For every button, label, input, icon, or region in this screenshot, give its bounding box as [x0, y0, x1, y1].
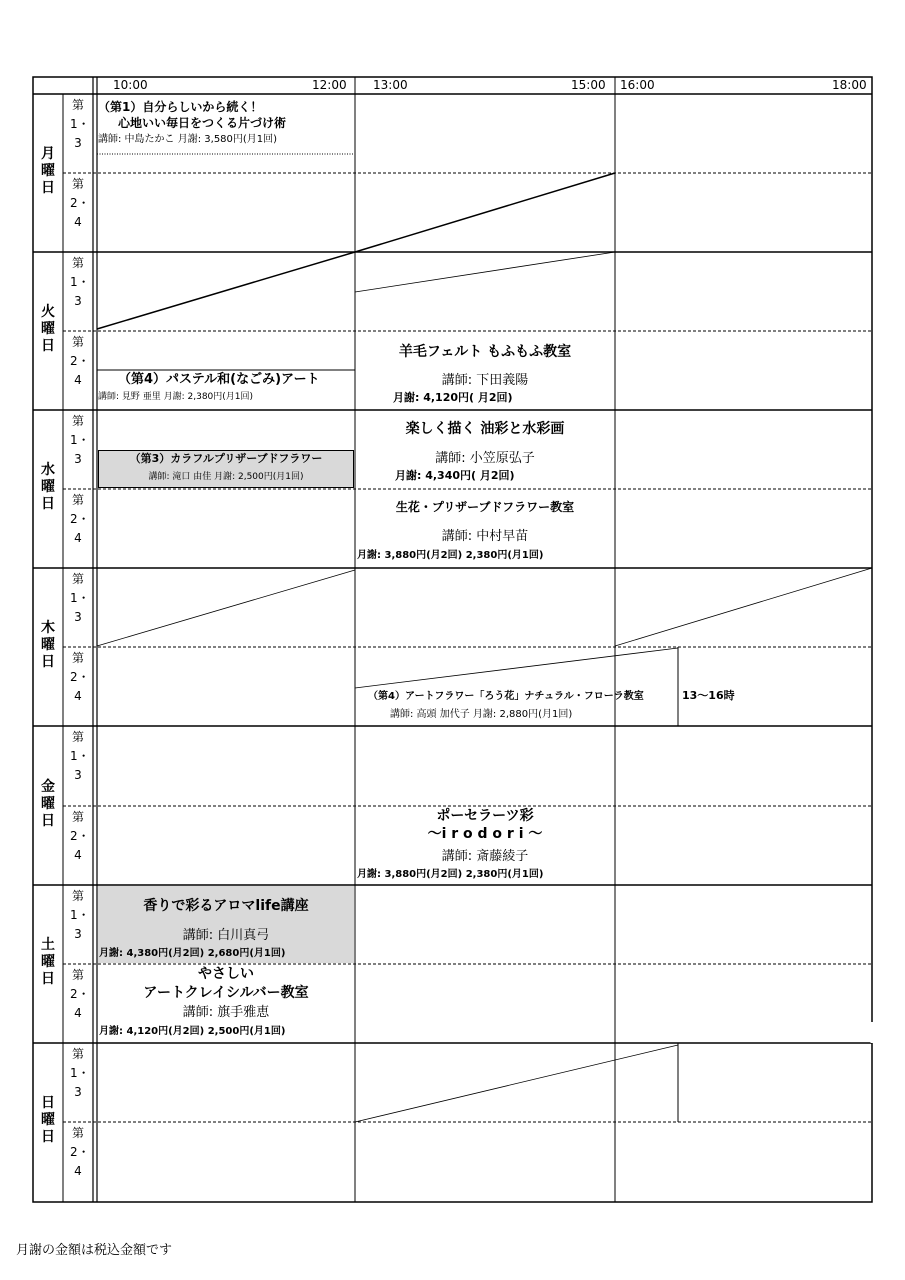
- wed-flower-info: 講師: 滝口 由佳 月謝: 2,500円(月1回): [148, 472, 304, 482]
- week-label-1-3: 第1・3: [70, 256, 90, 308]
- week-label-2-4: 第2・4: [70, 651, 90, 703]
- fri-class-fee: 月謝: 3,880円(月2回) 2,380円(月1回): [357, 869, 544, 880]
- wed-ikebana-teacher: 講師: 中村早苗: [441, 529, 529, 544]
- day-label-sat: 土曜日: [41, 937, 55, 987]
- wed-paint-fee: 月謝: 4,340円( 月2回): [395, 469, 515, 482]
- time-1300: 13:00: [373, 78, 408, 92]
- week-label-2-4: 第2・4: [70, 335, 90, 387]
- wed-paint-title: 楽しく描く 油彩と水彩画: [405, 421, 565, 437]
- fri-class-title2: 〜i r o d o r i 〜: [427, 826, 543, 842]
- sat-aroma-teacher: 講師: 白川真弓: [182, 928, 270, 943]
- mon-class-line2: 心地いい毎日をつくる片づけ術: [118, 116, 287, 130]
- sat-aroma-fee: 月謝: 4,380円(月2回) 2,680円(月1回): [99, 948, 286, 959]
- tue-felt-title: 羊毛フェルト もふもふ教室: [398, 344, 572, 360]
- day-label-wed: 水曜日: [41, 462, 55, 512]
- day-label-thu: 木曜日: [41, 620, 55, 670]
- fri-class-teacher: 講師: 斎藤綾子: [441, 849, 529, 864]
- tue-felt-fee: 月謝: 4,120円( 月2回): [393, 391, 513, 404]
- mon-class-line1: （第1）自分らしいから続く！: [98, 100, 263, 114]
- sat-clay-fee: 月謝: 4,120円(月2回) 2,500円(月1回): [99, 1026, 286, 1037]
- week-label-1-3: 第1・3: [70, 730, 90, 782]
- wed-ikebana-title: 生花・プリザーブドフラワー教室: [395, 500, 575, 514]
- footer-note: 月謝の金額は税込金額です: [16, 1243, 173, 1258]
- week-label-2-4: 第2・4: [70, 1126, 90, 1178]
- tue-felt-teacher: 講師: 下田義陽: [441, 373, 529, 388]
- tue-pastel-title: （第4）パステル和(なごみ)アート: [118, 372, 320, 387]
- week-label-1-3: 第1・3: [70, 414, 90, 466]
- day-label-sun: 日曜日: [41, 1095, 55, 1145]
- day-label-fri: 金曜日: [41, 779, 55, 829]
- day-label-tue: 火曜日: [41, 304, 55, 354]
- week-label-1-3: 第1・3: [70, 1047, 90, 1099]
- time-1200: 12:00: [312, 78, 347, 92]
- thu-class-info: 講師: 高頭 加代子 月謝: 2,880円(月1回): [390, 709, 573, 720]
- wed-flower-title: （第3）カラフルプリザーブドフラワー: [129, 452, 323, 465]
- sat-clay-teacher: 講師: 旗手雅恵: [182, 1005, 270, 1020]
- thu-class-title: （第4）アートフラワー「ろう花」ナチュラル・フローラ教室: [368, 691, 644, 702]
- sat-clay-title2: アートクレイシルバー教室: [143, 985, 309, 1001]
- wed-paint-teacher: 講師: 小笠原弘子: [435, 451, 535, 466]
- week-label-2-4: 第2・4: [70, 968, 90, 1020]
- week-label-2-4: 第2・4: [70, 493, 90, 545]
- time-1600: 16:00: [620, 78, 655, 92]
- week-label-1-3: 第1・3: [70, 889, 90, 941]
- week-label-1-3: 第1・3: [70, 98, 90, 150]
- wed-ikebana-fee: 月謝: 3,880円(月2回) 2,380円(月1回): [357, 550, 544, 561]
- thu-class-time: 13〜16時: [682, 689, 735, 702]
- time-1800: 18:00: [832, 78, 867, 92]
- time-1000: 10:00: [113, 78, 148, 92]
- week-label-2-4: 第2・4: [70, 177, 90, 229]
- sat-clay-title1: やさしい: [198, 966, 254, 982]
- time-1500: 15:00: [571, 78, 606, 92]
- day-label-mon: 月曜日: [41, 146, 55, 196]
- fri-class-title1: ポーセラーツ彩: [436, 808, 534, 824]
- week-label-1-3: 第1・3: [70, 572, 90, 624]
- sat-aroma-title: 香りで彩るアロマlife講座: [143, 898, 309, 914]
- tue-pastel-info: 講師: 見野 亜里 月謝: 2,380円(月1回): [98, 392, 254, 402]
- week-label-2-4: 第2・4: [70, 810, 90, 862]
- mon-class-info: 講師: 中島たかこ 月謝: 3,580円(月1回): [98, 134, 278, 145]
